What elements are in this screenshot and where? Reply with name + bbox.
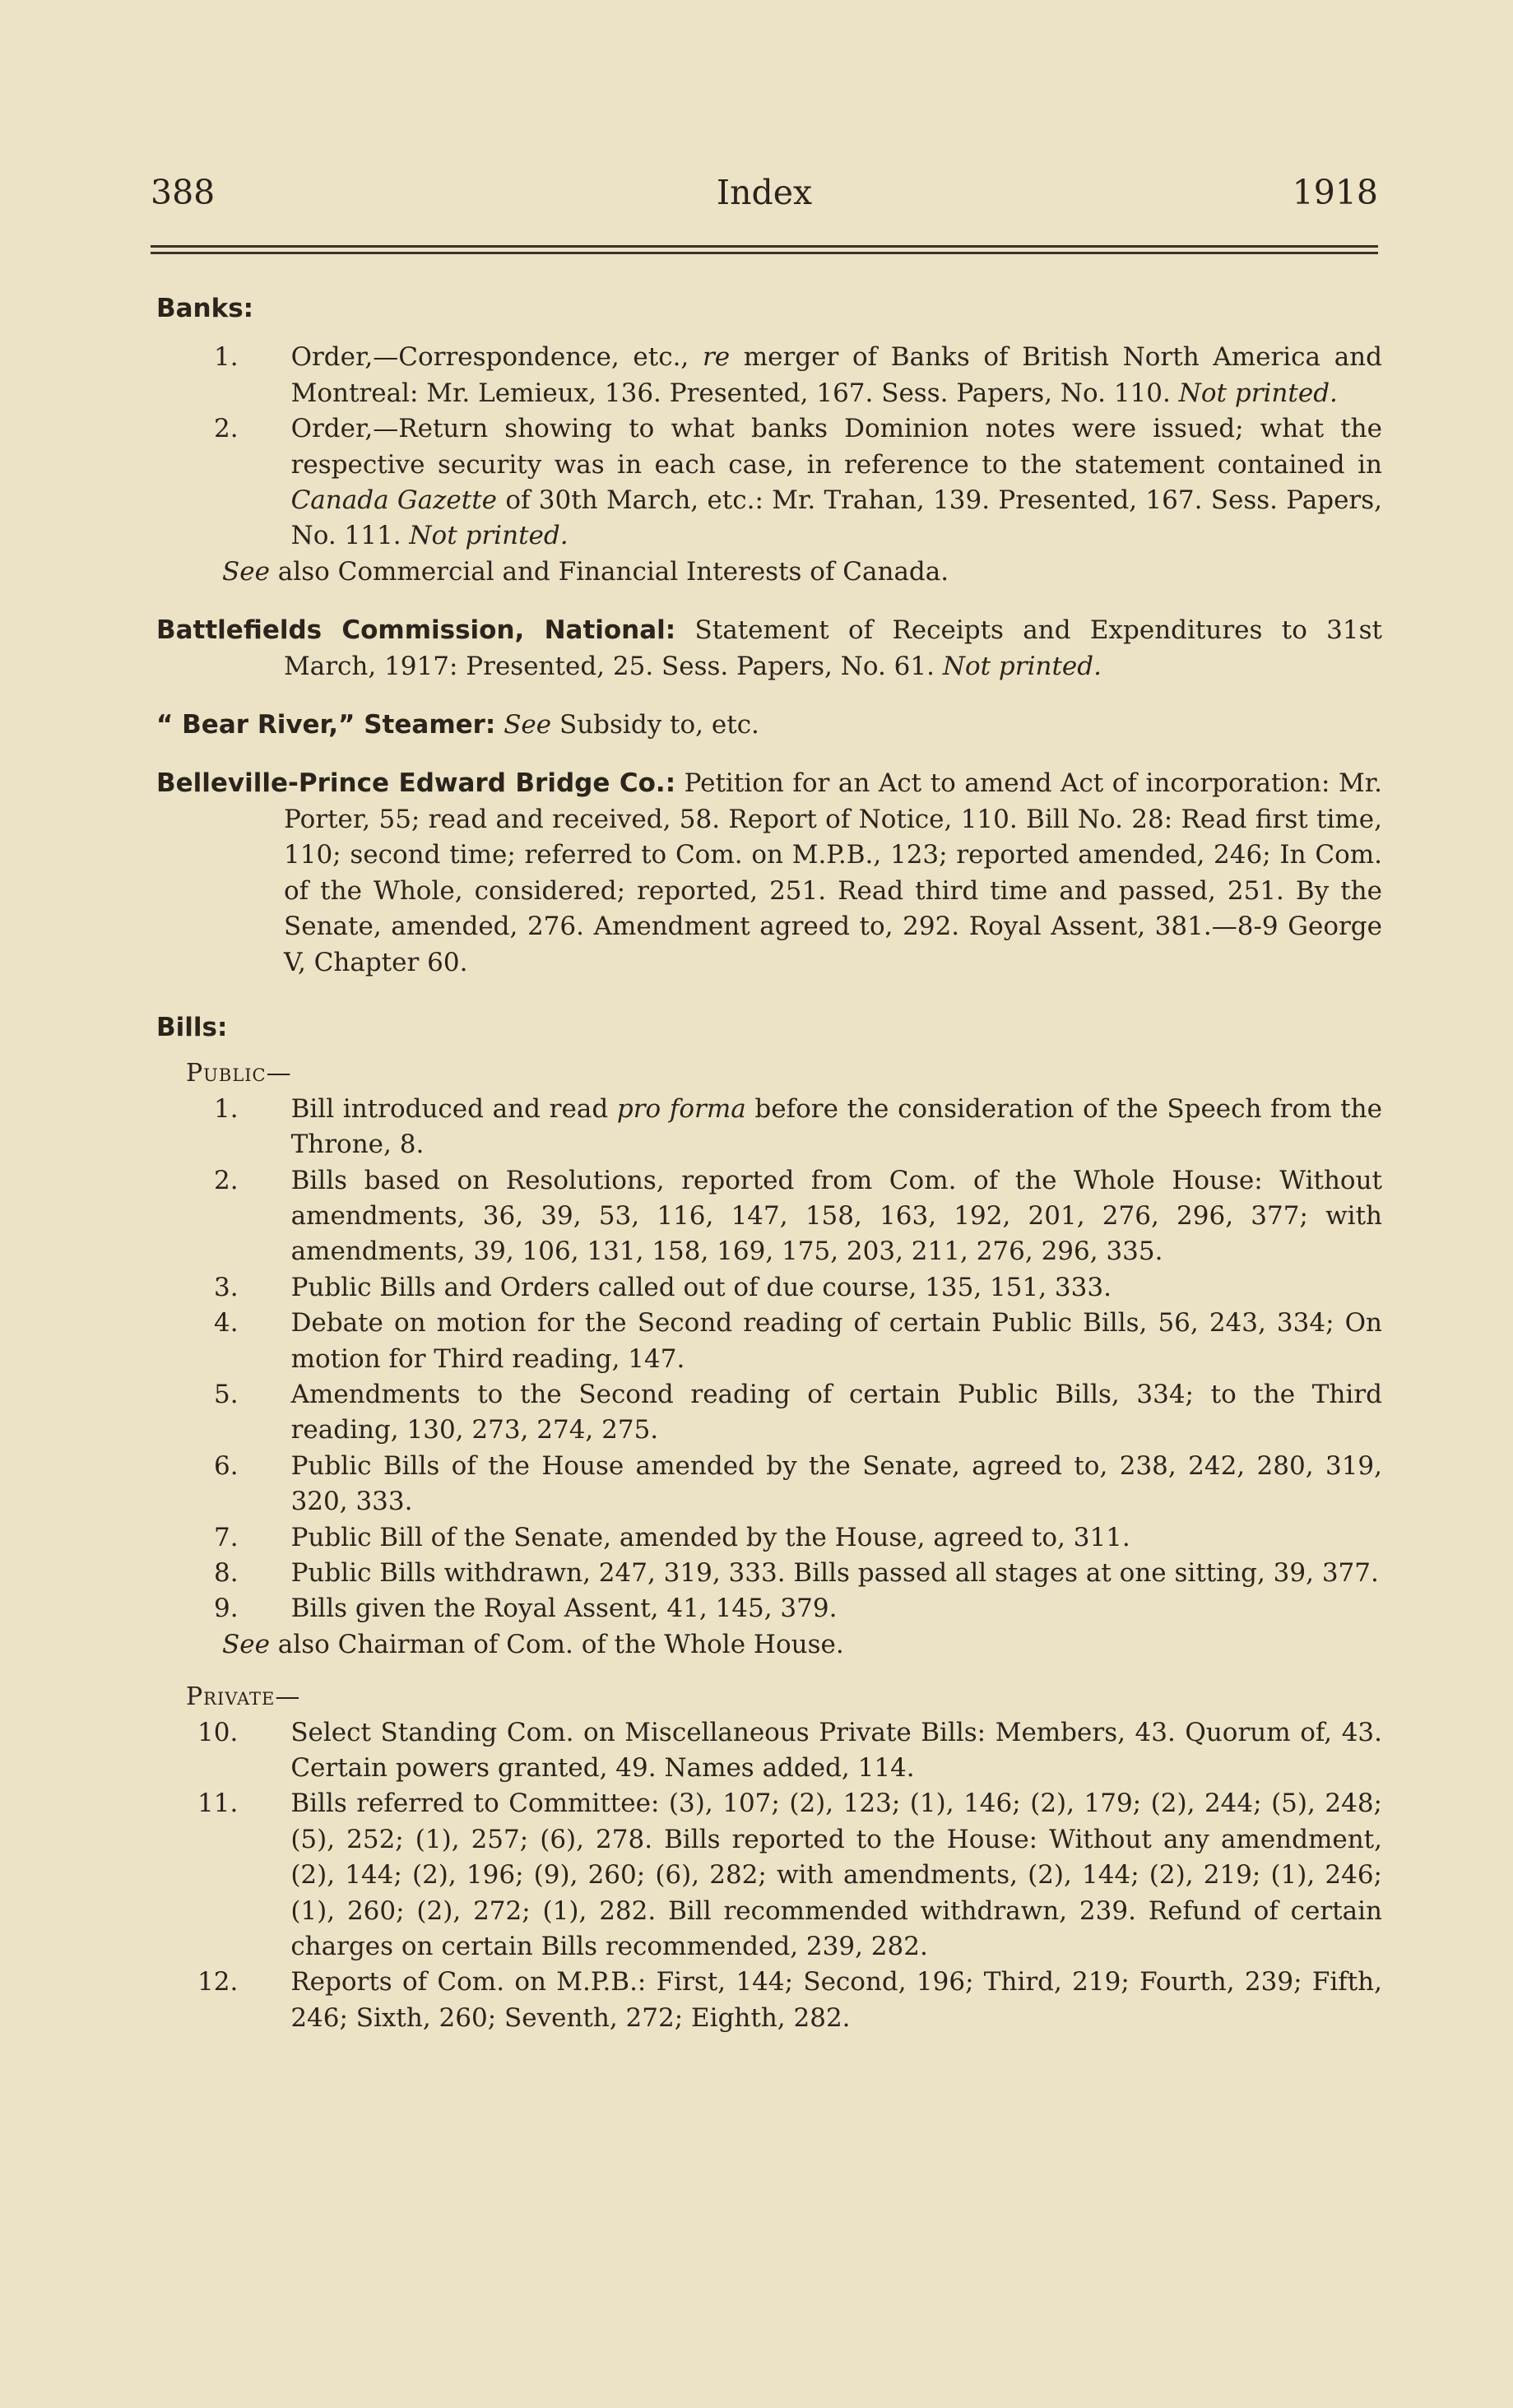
list-item [156, 1786, 1382, 1965]
item-number: 5. [214, 1379, 239, 1409]
item-text [248, 1965, 1382, 2036]
item-text-part: of 30th March, etc.: Mr. Trahan, 139. Presented, 167. Sess. Papers, No. 111. [290, 485, 1383, 551]
item-number: 12. [197, 1967, 239, 1997]
item-text-part: Bill introduced and read [290, 1093, 617, 1124]
bills-public-see-also [222, 1627, 1382, 1663]
page-number: 388 [151, 173, 216, 212]
item-text-part: Order,—Correspondence, etc., [290, 342, 703, 373]
item-text-part: Debate on motion for the Second reading of certain Public Bills, 56, 243, 334; On motion for Third reading, 147. [290, 1308, 1382, 1374]
list-item [156, 1715, 1382, 1787]
item-text-part: Public Bill of the Senate, amended by the House, agreed to, 311. [290, 1522, 1130, 1552]
entry-text: Statement of Receipts and Expenditures to 31st March, 1917: Presented, 25. Sess. Papers, No. 61. [284, 615, 1382, 681]
item-text [248, 340, 1382, 411]
item-text [248, 1092, 1382, 1163]
item-text-italic: Not printed. [1178, 378, 1338, 408]
list-item [156, 1449, 1382, 1520]
bills-private-label: Private— [186, 1682, 301, 1712]
item-number: 2. [214, 1165, 239, 1195]
entry-text-italic: Not printed. [942, 651, 1102, 681]
item-text [248, 1163, 1382, 1270]
item-number: 11. [197, 1789, 239, 1819]
item-text-part: Amendments to the Second reading of certain Public Bills, 334; to the Third reading, 130, 273, 274, 275. [290, 1379, 1382, 1445]
list-item [156, 1270, 1382, 1306]
item-text-part: before the consideration of the Speech from the Throne, 8. [290, 1093, 1382, 1160]
item-text [248, 1591, 1382, 1626]
page-header [151, 168, 1378, 217]
item-text-part: Bills referred to Committee: (3), 107; (2), 123; (1), 146; (2), 179; (2), 244; (5), 248; (5), 252; (1), 257; (6), 278. Bills reported to the House: Without any amendment, (2), 144; (2), 196; (9), 260; (6), 282; with amendments, (2), 144; (2), 219; (1), 246; (1), 260; (2), 272; (1), 282. Bill recommended withdrawn, 239. Refund of certain charges on certain Bills recommended, 239, 282. [290, 1789, 1382, 1962]
index-content [156, 291, 1382, 2036]
item-text [248, 1786, 1382, 1965]
item-text [248, 1556, 1382, 1591]
banks-see-also [222, 554, 1382, 590]
item-text-part: Public Bills of the House amended by the Senate, agreed to, 238, 242, 280, 319, 320, 333. [290, 1450, 1382, 1517]
list-item [156, 1092, 1382, 1163]
item-text [248, 1449, 1382, 1520]
item-text [248, 1520, 1382, 1556]
item-text-part: Order,—Return showing to what banks Dominion notes were issued; what the respective security was in each case, in reference to the statement contained in [290, 414, 1382, 480]
list-item [156, 1377, 1382, 1449]
item-number: 9. [214, 1594, 239, 1624]
entry-battlefields [156, 613, 1382, 684]
entry-heading-belleville: Belleville-Prince Edward Bridge Co.: [156, 768, 676, 799]
item-text-italic: re [702, 342, 731, 373]
item-number: 6. [214, 1450, 239, 1481]
bills-public-list [156, 1092, 1382, 1627]
item-number: 3. [214, 1272, 239, 1302]
item-text [248, 1715, 1382, 1787]
bills-private-list [156, 1715, 1382, 2037]
list-item [156, 1163, 1382, 1270]
item-text-part: Bills given the Royal Assent, 41, 145, 379. [290, 1594, 838, 1624]
entry-heading-bills: Bills: [156, 1012, 228, 1042]
item-text [248, 1270, 1382, 1306]
list-item [156, 1591, 1382, 1626]
list-item [156, 1306, 1382, 1377]
page-year: 1918 [1292, 173, 1378, 212]
entry-text: Subsidy to, etc. [551, 710, 759, 740]
item-text-part: Public Bills withdrawn, 247, 319, 333. Bills passed all stages at one sitting, 39, 377. [290, 1558, 1379, 1588]
item-text-part: Bills based on Resolutions, reported from Com. of the Whole House: Without amendments, 36, 39, 53, 116, 147, 158, 163, 192, 201, 276, 296, 377; with amendments, 39, 106, 131, 158, 169, 175, 203, 211, 276, 296, 335. [290, 1165, 1382, 1267]
entry-text: Petition for an Act to amend Act of incorporation: Mr. Porter, 55; read and received, 58. Report of Notice, 110. Bill No. 28: Read first time, 110; second time; referred to Com. on M.P.B., 123; reported amended, 246; In Com. of the Whole, considered; reported, 251. Read third time and passed, 251. By the Senate, amended, 276. Amendment agreed to, 292. Royal Assent, 381.—8-9 George V, Chapter 60. [284, 768, 1382, 977]
item-text-part: Select Standing Com. on Miscellaneous Private Bills: Members, 43. Quorum of, 43. Certain powers granted, 49. Names added, 114. [290, 1717, 1382, 1784]
entry-bear-river [156, 708, 1382, 743]
item-number: 8. [214, 1558, 239, 1588]
banks-item-1 [156, 340, 1382, 411]
item-text [248, 411, 1382, 554]
item-number: 4. [214, 1308, 239, 1339]
item-number: 1. [214, 1093, 239, 1124]
item-text-italic: pro forma [616, 1093, 746, 1124]
see-label: See [222, 1629, 270, 1659]
item-text-italic: Not printed. [409, 521, 569, 551]
item-text [248, 1306, 1382, 1377]
item-text [248, 1377, 1382, 1449]
list-item [156, 1965, 1382, 2036]
item-text-italic: Canada Gazette [290, 485, 498, 516]
item-text-part: merger of Banks of British North America and Montreal: Mr. Lemieux, 136. Presented, 167. Sess. Papers, No. 110. [290, 342, 1382, 408]
page-title: Index [716, 173, 813, 212]
item-text-part: Public Bills and Orders called out of due course, 135, 151, 333. [290, 1272, 1112, 1302]
header-rule-top [151, 245, 1378, 248]
item-number: 10. [197, 1717, 239, 1747]
see-also-text: also Commercial and Financial Interests of Canada. [269, 556, 949, 587]
entry-belleville [156, 766, 1382, 980]
list-item [156, 1520, 1382, 1556]
see-label: See [504, 710, 552, 740]
bills-public-label: Public— [186, 1059, 292, 1088]
entry-bills [156, 1010, 1382, 2036]
entry-heading-banks: Banks: [156, 294, 254, 323]
entry-heading-bear-river: “ Bear River,” Steamer: [156, 710, 496, 740]
item-number: 7. [214, 1522, 239, 1552]
item-number: 2. [214, 414, 239, 444]
header-rule-bottom [151, 252, 1378, 254]
see-also-text: also Chairman of Com. of the Whole House. [269, 1629, 844, 1659]
entry-banks [156, 291, 1382, 590]
item-number: 1. [214, 342, 239, 373]
banks-item-2 [156, 411, 1382, 554]
item-text-part: Reports of Com. on M.P.B.: First, 144; Second, 196; Third, 219; Fourth, 239; Fifth, 246; Sixth, 260; Seventh, 272; Eighth, 282. [290, 1967, 1382, 2033]
list-item [156, 1556, 1382, 1591]
see-label: See [222, 556, 270, 587]
entry-heading-battlefields: Battlefields Commission, National: [156, 615, 676, 646]
